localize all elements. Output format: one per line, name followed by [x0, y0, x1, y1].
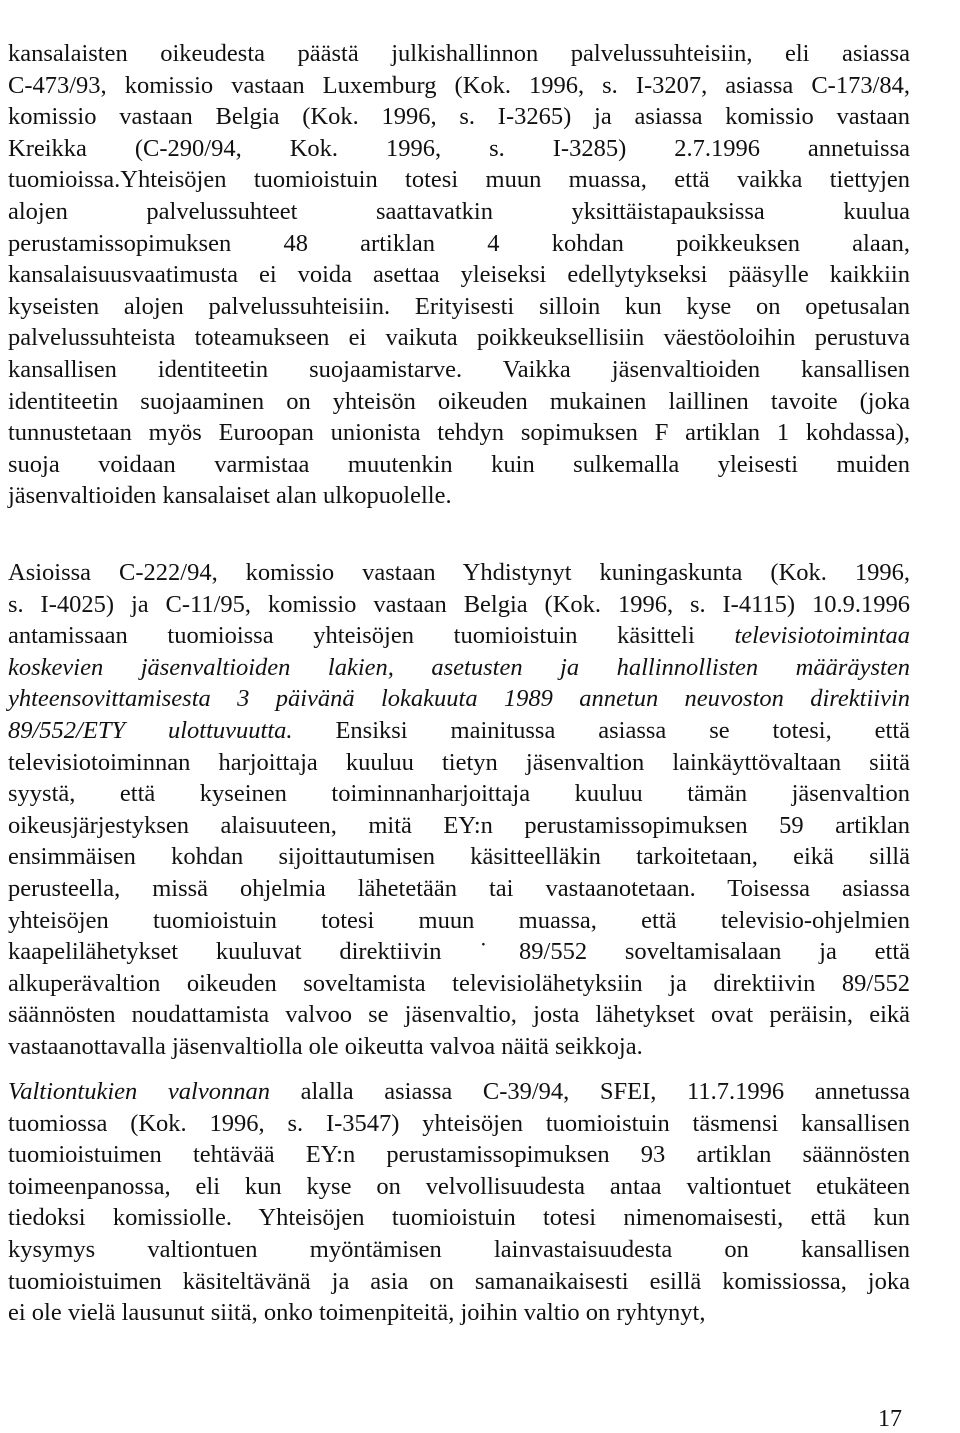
text-segment: kansalaisuusvaatimusta ei voida asettaa yleiseksi edellytykseksi pääsylle kaikkiin: [8, 261, 910, 289]
text-line: [8, 196, 910, 228]
paragraph-2: [8, 557, 910, 1063]
text-segment: Asioissa C-222/94, komissio vastaan Yhdistynyt kuningaskunta (Kok. 1996,: [8, 559, 910, 586]
text-segment: kaapelilähetykset kuuluvat direktiivin ˙89/552 soveltamisalaan ja että: [8, 938, 910, 966]
italic-text: koskevien jäsenvaltioiden lakien, asetusten ja hallinnollisten määräysten: [8, 653, 910, 681]
text-segment: alojen palvelussuhteet saattavatkin yksittäistapauksissa kuulua: [8, 197, 910, 225]
italic-text: 89/552/ETY ulottuvuutta.: [8, 716, 293, 744]
text-line: [8, 841, 910, 873]
text-line: [8, 1139, 910, 1171]
text-segment: vastaanottavalla jäsenvaltiolla ole oikeutta valvoa näitä seikkoja.: [8, 1032, 643, 1060]
text-segment: tunnustetaan myös Euroopan unionista tehdyn sopimuksen F artiklan 1 kohdassa),: [8, 419, 910, 447]
text-line: [8, 620, 910, 652]
text-segment: identiteetin suojaaminen on yhteisön oikeuden mukainen laillinen tavoite (joka: [8, 387, 910, 415]
text-line: [8, 683, 910, 715]
text-line: [8, 778, 910, 810]
italic-text: televisiotoimintaa: [734, 622, 910, 650]
text-segment: kyseisten alojen palvelussuhteisiin. Erityisesti silloin kun kyse on opetusalan: [8, 292, 910, 320]
text-segment: yhteisöjen tuomioistuin totesi muun muassa, että televisio-ohjelmien: [8, 906, 910, 934]
text-line: [8, 354, 910, 386]
text-segment: tuomioistuimen käsiteltävänä ja asia on samanaikaisesti esillä komissiossa, joka: [8, 1267, 910, 1295]
text-segment: syystä, että kyseinen toiminnanharjoittaja kuuluu tämän jäsenvaltion: [8, 780, 910, 808]
text-line: [8, 322, 910, 354]
text-segment: alkuperävaltion oikeuden soveltamista televisiolähetyksiin ja direktiivin 89/552: [8, 969, 910, 997]
text-segment: tuomioistuimen tehtävää EY:n perustamissopimuksen 93 artiklan säännösten: [8, 1141, 910, 1169]
text-line: [8, 936, 910, 968]
text-line: [8, 1031, 910, 1063]
text-line: [8, 652, 910, 684]
text-line: [8, 1171, 910, 1203]
text-segment: alalla asiassa C-39/94, SFEI, 11.7.1996 annetussa: [269, 1078, 910, 1105]
text-segment: C-473/93, komissio vastaan Luxemburg (Kok. 1996, s. I-3207, asiassa C-173/84,: [8, 71, 910, 99]
text-segment: perusteella, missä ohjelmia lähetetään tai vastaanotetaan. Toisessa asiassa: [8, 874, 910, 902]
text-line: [8, 1297, 910, 1329]
text-line: [8, 1202, 910, 1234]
text-segment: palvelussuhteista toteamukseen ei vaikuta poikkeuksellisiin väestöoloihin perustuva: [8, 324, 910, 352]
text-line: [8, 101, 910, 133]
text-line: [8, 480, 910, 512]
text-line: [8, 968, 910, 1000]
text-segment: Ensiksi mainitussa asiassa se totesi, että: [292, 716, 911, 744]
text-segment: s. I-4025) ja C-11/95, komissio vastaan Belgia (Kok. 1996, s. I-4115) 10.9.1996: [8, 590, 910, 618]
text-segment: toimeenpanossa, eli kun kyse on velvollisuudesta antaa valtiontuet etukäteen: [8, 1172, 910, 1200]
text-segment: säännösten noudattamista valvoo se jäsenvaltio, josta lähetykset ovat peräisin, eikä: [8, 1001, 910, 1029]
text-segment: komissio vastaan Belgia (Kok. 1996, s. I-3265) ja asiassa komissio vastaan: [8, 103, 910, 131]
text-line: [8, 449, 910, 481]
text-line: [8, 589, 910, 621]
text-line: [8, 259, 910, 291]
text-line: [8, 557, 910, 589]
paragraph-1: [8, 38, 910, 512]
text-segment: antamissaan tuomioissa yhteisöjen tuomioistuin käsitteli: [8, 622, 735, 650]
text-line: [8, 999, 910, 1031]
text-segment: suoja voidaan varmistaa muutenkin kuin sulkemalla yleisesti muiden: [8, 450, 910, 478]
text-line: [8, 386, 910, 418]
text-line: [8, 417, 910, 449]
text-segment: tuomioissa.Yhteisöjen tuomioistuin totesi muun muassa, että vaikka tiettyjen: [8, 166, 910, 194]
text-line: [8, 1076, 910, 1108]
text-segment: ei ole vielä lausunut siitä, onko toimenpiteitä, joihin valtio on ryhtynyt,: [8, 1299, 706, 1327]
text-segment: Kreikka (C-290/94, Kok. 1996, s. I-3285) 2.7.1996 annetuissa: [8, 134, 910, 162]
text-line: [8, 164, 910, 196]
text-line: [8, 715, 910, 747]
text-line: [8, 133, 910, 165]
text-segment: perustamissopimuksen 48 artiklan 4 kohdan poikkeuksen alaan,: [8, 229, 910, 257]
text-segment: ensimmäisen kohdan sijoittautumisen käsitteelläkin tarkoitetaan, eikä sillä: [8, 843, 910, 871]
text-line: [8, 747, 910, 779]
text-line: [8, 905, 910, 937]
text-line: [8, 810, 910, 842]
text-segment: oikeusjärjestyksen alaisuuteen, mitä EY:n perustamissopimuksen 59 artiklan: [8, 811, 910, 839]
text-line: [8, 291, 910, 323]
text-segment: tiedoksi komissiolle. Yhteisöjen tuomioistuin totesi nimenomaisesti, että kun: [8, 1204, 910, 1232]
text-segment: kysymys valtiontuen myöntämisen lainvastaisuudesta on kansallisen: [8, 1235, 910, 1263]
text-segment: tuomiossa (Kok. 1996, s. I-3547) yhteisöjen tuomioistuin täsmensi kansallisen: [8, 1109, 910, 1137]
page-number: 17: [878, 1406, 902, 1432]
text-line: [8, 1266, 910, 1298]
text-line: [8, 70, 910, 102]
text-segment: kansalaisten oikeudesta päästä julkishallinnon palvelussuhteisiin, eli asiassa: [8, 40, 910, 67]
text-line: [8, 873, 910, 905]
paragraph-3: [8, 1076, 910, 1329]
text-line: [8, 1108, 910, 1140]
text-line: [8, 38, 910, 70]
text-segment: televisiotoiminnan harjoittaja kuuluu tietyn jäsenvaltion lainkäyttövaltaan siitä: [8, 748, 910, 776]
text-segment: kansallisen identiteetin suojaamistarve. Vaikka jäsenvaltioiden kansallisen: [8, 355, 910, 383]
italic-text: yhteensovittamisesta 3 päivänä lokakuuta 1989 annetun neuvoston direktiivin: [8, 685, 910, 713]
text-line: [8, 1234, 910, 1266]
text-line: [8, 228, 910, 260]
italic-text: Valtiontukien valvonnan: [8, 1078, 270, 1105]
text-segment: jäsenvaltioiden kansalaiset alan ulkopuolelle.: [8, 482, 452, 510]
